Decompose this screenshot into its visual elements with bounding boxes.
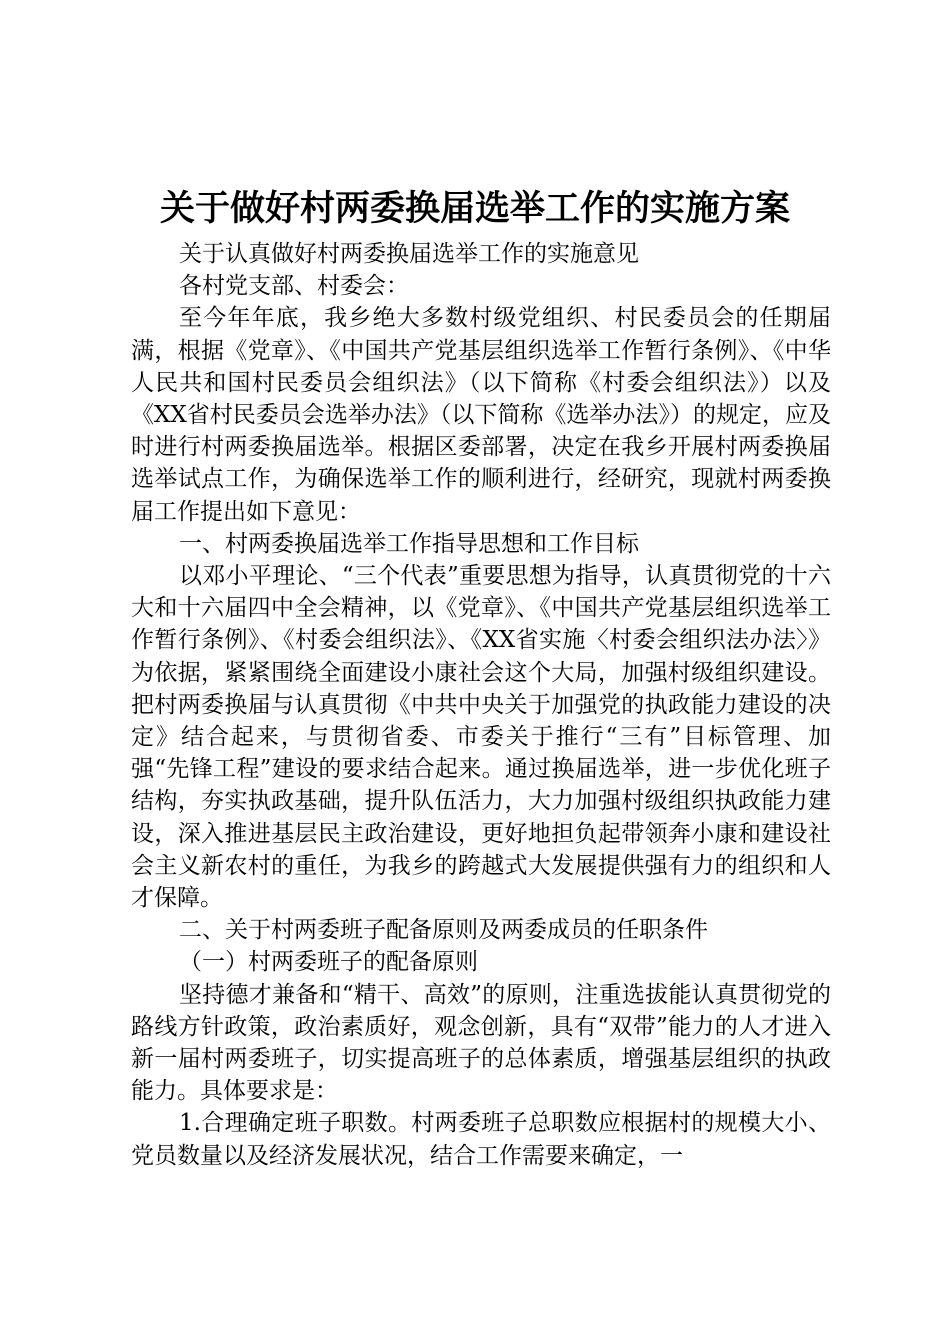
paragraph-salutation: 各村党支部、村委会： <box>179 273 409 300</box>
paragraph-principles: 坚持德才兼备和“精干、高效”的原则，注重选拔能认真贯彻党的路线方针政策，政治素质好，观念创新，具有“双带”能力的人才进入新一届村两委班子，切实提高班子的总体素质，增强基层组织的执政能力。具体要求是： <box>131 981 831 1105</box>
subsection-heading-1: （一）村两委班子的配备原则 <box>179 949 478 976</box>
section-heading-1: 一、村两委换届选举工作指导思想和工作目标 <box>179 530 639 557</box>
paragraph-intro: 至今年年底，我乡绝大多数村级党组织、村民委员会的任期届满，根据《党章》、《中国共产党基层组织选举工作暂行条例》、《中华人民共和国村民委员会组织法》（以下简称《村委会组织法》）以及《XX省村民委员会选举办法》（以下简称《选举办法》）的规定，应及时进行村两委换届选举。根据区委部署，决定在我乡开展村两委换届选举试点工作，为确保选举工作的顺利进行，经研究，现就村两委换届工作提出如下意见： <box>131 305 831 525</box>
paragraph-guiding-ideology: 以邓小平理论、“三个代表”重要思想为指导，认真贯彻党的十六大和十六届四中全会精神，以《党章》、《中国共产党基层组织选举工作暂行条例》、《村委会组织法》、《XX省实施〈村委会组织法办法〉》为依据，紧紧围绕全面建设小康社会这个大局，加强村级组织建设。把村两委换届与认真贯彻《中共中央关于加强党的执政能力建设的决定》结合起来，与贯彻省委、市委关于推行“三有”目标管理、加强“先锋工程”建设的要求结合起来。通过换届选举，进一步优化班子结构，夯实执政基础，提升队伍活力，大力加强村级组织执政能力建设，深入推进基层民主政治建设，更好地担负起带领奔小康和建设社会主义新农村的重任，为我乡的跨越式大发展提供强有力的组织和人才保障。 <box>131 563 831 912</box>
paragraph-subtitle: 关于认真做好村两委换届选举工作的实施意见 <box>179 241 639 267</box>
document-title: 关于做好村两委换届选举工作的实施方案 <box>159 189 790 229</box>
document-body <box>131 238 831 1172</box>
section-heading-2: 二、关于村两委班子配备原则及两委成员的任职条件 <box>179 917 708 944</box>
paragraph-item-1: 1.合理确定班子职数。村两委班子总职数应根据村的规模大小、党员数量以及经济发展状况，结合工作需要来确定，一 <box>131 1110 831 1169</box>
